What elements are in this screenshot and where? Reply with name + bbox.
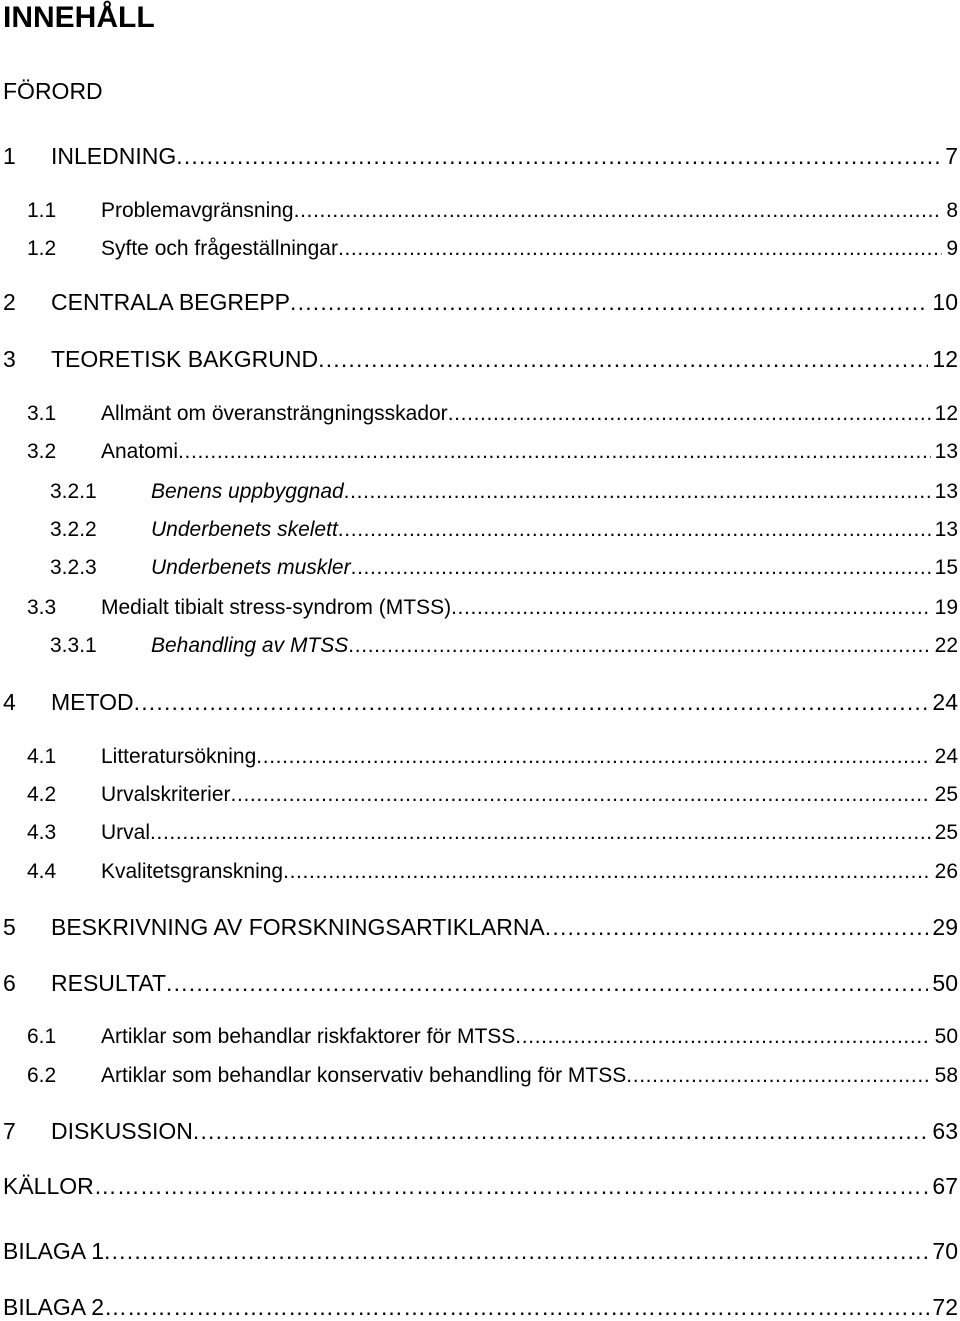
section-title: BESKRIVNING AV FORSKNINGSARTIKLARNA [51,914,545,940]
dot-leader [348,634,930,658]
page-number: 10 [932,289,958,315]
toc-entry-benens-uppbyggnad[interactable] [0,480,958,504]
section-title: Behandling av MTSS [151,634,349,657]
dot-leader [150,821,931,845]
section-number: 6.1 [27,1025,57,1048]
section-number: 1.2 [27,237,57,260]
toc-entry-resultat[interactable] [0,970,958,997]
section-title: Artiklar som behandlar riskfaktorer för MTSS [101,1025,516,1048]
toc-entry-kallor[interactable] [0,1173,958,1200]
section-number: 5 [3,914,16,940]
dot-leader [344,480,931,504]
page-number: 29 [932,914,958,940]
toc-entry-bilaga-2[interactable] [0,1294,958,1321]
page-number: 24 [932,689,958,715]
toc-entry-teoretisk-bakgrund[interactable] [0,346,958,373]
page-number: 13 [934,518,958,541]
section-title: KÄLLOR [3,1173,94,1199]
toc-entry-underbenets-muskler[interactable] [0,556,958,580]
page-number: 50 [932,970,958,996]
section-number: 1.1 [27,199,57,222]
section-title: BILAGA 1 [3,1238,105,1264]
section-title: Underbenets skelett [151,518,338,541]
section-number: 4.3 [27,821,57,844]
page-number: 7 [945,143,958,169]
page-number: 67 [932,1173,958,1199]
section-title: Kvalitetsgranskning [101,860,284,883]
section-number: 2 [3,289,16,315]
section-number: 6 [3,970,16,996]
section-number: 4.4 [27,860,57,883]
page-number: 13 [934,480,958,503]
dot-leader [448,402,931,426]
toc-entry-anatomi[interactable] [0,440,958,464]
section-number: 3.2.3 [50,556,97,579]
section-number: 4 [3,689,16,715]
toc-entry-behandling-av-mtss[interactable] [0,634,958,658]
dot-leader [338,237,942,261]
section-title: BILAGA 2 [3,1294,105,1320]
dot-leader [515,1025,930,1049]
toc-entry-litteratursokning[interactable] [0,745,958,769]
toc-entry-medialt-tibialt-stress-syndrom-mtss[interactable] [0,596,958,620]
dot-leader [94,1173,933,1200]
section-title: Problemavgränsning [101,199,294,222]
section-title: Artiklar som behandlar konservativ behandling för MTSS [101,1064,627,1087]
section-title: Allmänt om överansträngningsskador [101,402,448,425]
dot-leader [256,745,930,769]
section-title: Urvalskriterier [101,783,231,806]
page-number: 50 [934,1025,958,1048]
toc-entry-centrala-begrepp[interactable] [0,289,958,316]
dot-leader [104,1238,928,1265]
page-number: 58 [934,1064,958,1087]
toc-entry-diskussion[interactable] [0,1118,958,1145]
section-title: METOD [51,689,134,715]
toc-entry-syfte-och-fragestallningar[interactable] [0,237,958,261]
page-number: 70 [932,1238,958,1264]
dot-leader [451,596,931,620]
dot-leader [104,1294,932,1321]
dot-leader [545,914,929,941]
page-number: 25 [934,821,958,844]
section-title: Urval [101,821,151,844]
toc-entry-problemavgransning[interactable] [0,199,958,223]
section-title: TEORETISK BAKGRUND [51,346,319,372]
toc-entry-artiklar-som-behandlar-riskfaktorer-for-mtss[interactable] [0,1025,958,1049]
dot-leader [176,143,941,170]
section-number: 4.2 [27,783,57,806]
dot-leader [351,556,931,580]
page-number: 63 [932,1118,958,1144]
page-number: 9 [946,237,958,260]
section-number: 3.2.2 [50,518,97,541]
page-number: 19 [934,596,958,619]
toc-entry-beskrivning-av-forskningsartiklarna[interactable] [0,914,958,941]
dot-leader [318,346,928,373]
dot-leader [290,289,928,316]
page-number: 13 [934,440,958,463]
dot-leader [626,1064,930,1088]
section-title: Medialt tibialt stress-syndrom (MTSS) [101,596,452,619]
section-number: 1 [3,143,16,169]
section-title: DISKUSSION [51,1118,193,1144]
section-title: RESULTAT [51,970,167,996]
dot-leader [338,518,931,542]
dot-leader [294,199,943,223]
section-number: 3.2 [27,440,57,463]
dot-leader [178,440,931,464]
page-number: 25 [934,783,958,806]
section-number: 3.3 [27,596,57,619]
section-number: 4.1 [27,745,57,768]
toc-entry-bilaga-1[interactable] [0,1238,958,1265]
page-number: 15 [934,556,958,579]
page-number: 12 [934,402,958,425]
toc-entry-allmant-om-overanstrangningsskador[interactable] [0,402,958,426]
toc-entry-urval[interactable] [0,821,958,845]
section-title: Anatomi [101,440,179,463]
section-title: Underbenets muskler [151,556,351,579]
section-title: Syfte och frågeställningar [101,237,338,260]
dot-leader [231,783,931,807]
page-number: 24 [934,745,958,768]
toc-entry-underbenets-skelett[interactable] [0,518,958,542]
section-title: INLEDNING [51,143,177,169]
page-number: 72 [932,1294,958,1320]
page-title: INNEHÅLL [3,1,155,34]
toc-entry-metod[interactable] [0,689,958,716]
section-number: 6.2 [27,1064,57,1087]
toc-entry-kvalitetsgranskning[interactable] [0,860,958,884]
page-number: 22 [934,634,958,657]
section-number: 3.2.1 [50,480,97,503]
section-title: Benens uppbyggnad [151,480,344,503]
foreword-heading: FÖRORD [3,78,103,104]
section-number: 7 [3,1118,16,1144]
toc-entry-artiklar-som-behandlar-konservativ-behandling-for-mtss[interactable] [0,1064,958,1088]
section-number: 3.3.1 [50,634,97,657]
dot-leader [193,1118,929,1145]
section-number: 3 [3,346,16,372]
section-number: 3.1 [27,402,57,425]
section-title: Litteratursökning [101,745,257,768]
toc-entry-inledning[interactable] [0,143,958,170]
page-number: 26 [934,860,958,883]
dot-leader [134,689,929,716]
section-title: CENTRALA BEGREPP [51,289,291,315]
page-number: 12 [932,346,958,372]
page-number: 8 [946,199,958,222]
dot-leader [166,970,928,997]
dot-leader [283,860,931,884]
toc-entry-urvalskriterier[interactable] [0,783,958,807]
